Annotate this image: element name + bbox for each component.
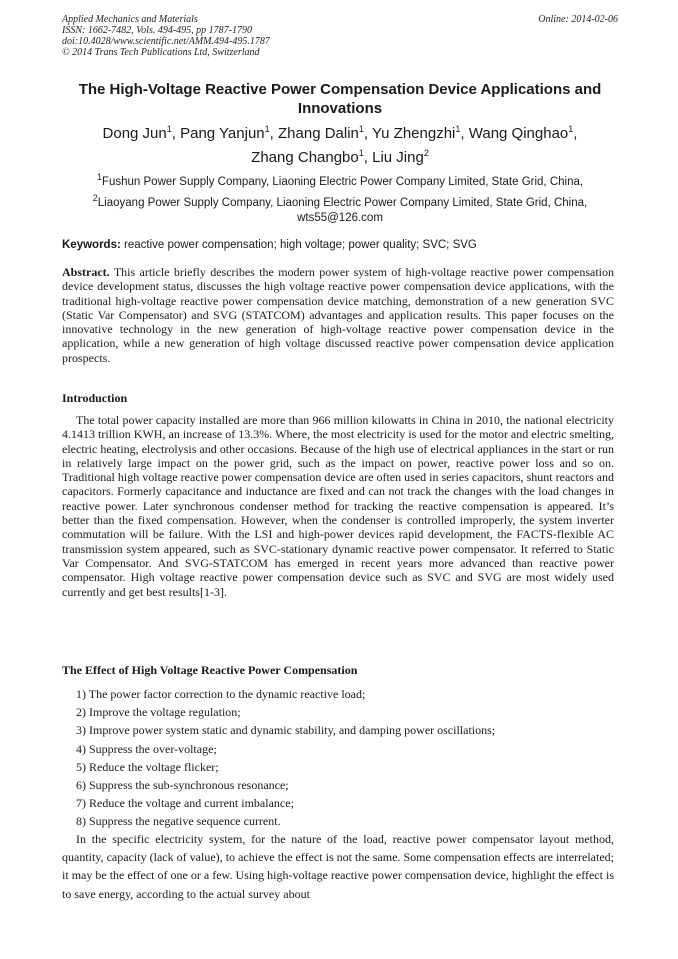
affiliation-2: $^2$Liaoyang Power Supply Company, Liaoning Electric Power Company Limited, State Grid, China, wts55@126.com xyxy=(92,193,588,224)
keywords-label: Keywords: xyxy=(62,239,121,251)
list-item: 6) Suppress the sub-synchronous resonance; xyxy=(76,777,289,792)
author-list xyxy=(62,122,618,170)
contact-email: wts55@126.com xyxy=(297,212,383,224)
abstract xyxy=(62,265,614,365)
author: Yu Zhengzhi$^1$, xyxy=(371,124,469,142)
journal-doi: doi:10.4028/www.scientific.net/AMM.494-495.1787 xyxy=(62,36,270,47)
journal-copyright: © 2014 Trans Tech Publications Ltd, Switzerland xyxy=(62,47,260,58)
list-item: 5) Reduce the voltage flicker; xyxy=(76,759,219,774)
list-item: 8) Suppress the negative sequence current. xyxy=(76,814,281,829)
paper-title: The High-Voltage Reactive Power Compensation Device Applications and Innovations xyxy=(78,81,602,117)
author: Zhang Dalin$^1$, xyxy=(278,124,372,142)
list-item: 1) The power factor correction to the dynamic reactive load; xyxy=(76,687,366,701)
author: Zhang Changbo$^1$, xyxy=(251,148,373,166)
abstract-text: This article briefly describes the modern power system of high-voltage reactive power compensation device development status, discusses the high voltage reactive power compensation device applications, with the traditional high-voltage reactive power compensation device matching, demonstration of a new generation SVC (Static Var Compensator) and SVG (STATCOM) advantages and application results. This paper focuses on the innovative technology in the new generation of high-voltage reactive power compensation device in the application, while a new generation of high voltage discussed reactive power compensation device application prospects. xyxy=(62,265,614,365)
online-date: Online: 2014-02-06 xyxy=(538,14,618,25)
list-item: 7) Reduce the voltage and current imbalance; xyxy=(76,796,294,811)
author: Pang Yanjun$^1$, xyxy=(180,124,278,142)
keywords-text: reactive power compensation; high voltage; power quality; SVC; SVG xyxy=(124,239,477,251)
author: Liu Jing$^2$ xyxy=(372,148,429,166)
author: Wang Qinghao$^1$, xyxy=(468,124,578,142)
author: Dong Jun$^1$, xyxy=(102,124,181,142)
keywords xyxy=(62,238,618,253)
effects-heading: The Effect of High Voltage Reactive Power Compensation xyxy=(62,663,358,677)
effects-list xyxy=(62,685,614,831)
journal-issn: ISSN: 1662-7482, Vols. 494-495, pp 1787-1790 xyxy=(62,25,252,36)
list-item: 2) Improve the voltage regulation; xyxy=(76,705,241,720)
list-item: 4) Suppress the over-voltage; xyxy=(76,741,217,756)
introduction-text: The total power capacity installed are more than 966 million kilowatts in China in 2010, the national electricity 4.1413 trillion KWH, an increase of 13.3%. Where, the most electricity is used for the motor and electric smelting, electric heating, electrolysis and other occasions. Because of the high use of electrical appliances in the start or run in relatively large impact on the power grid, such as the impact on power, reactive power loss and so on. Traditional high voltage reactive power compensation device are often used in series capacitors, shunt reactors and capacitors. Formerly capacitance and inductance are fixed and can not track the changes with the load changes in reactive power. Later synchronous condenser method for tracking the reactive compensation is appeared. It’s better than the fixed compensation. However, when the condenser is controlled improperly, the system inverter commutation will be failure. With the LSI and high-power devices rapid development, the FACTS-flexible AC transmission system appeared, such as SVC-stationary dynamic reactive power compensator. It referred to Static Var Compensator. And SVG-STATCOM has emerged in recent years more advanced than reactive power compensator. High voltage reactive power compensation device such as SVC and SVG are most widely used currently and get best results[1-3]. xyxy=(62,413,614,599)
list-item: 3) Improve power system static and dynamic stability, and damping power oscillations; xyxy=(76,723,496,738)
effects-paragraph: In the specific electricity system, for the nature of the load, reactive power compensator layout method, quantity, capacity (lack of value), to achieve the effect is not the same. Some compensation effects are interrelated; it may be the effect of one or a few. Using high-voltage reactive power compensation device, highlight the effect is to save energy, according to the actual survey about xyxy=(62,832,614,901)
introduction-heading: Introduction xyxy=(62,391,128,405)
affiliation-1: $^1$Fushun Power Supply Company, Liaoning Electric Power Company Limited, State Grid, China, xyxy=(96,172,584,188)
journal-header xyxy=(62,14,618,58)
journal-name: Applied Mechanics and Materials xyxy=(62,14,198,25)
abstract-label: Abstract. xyxy=(62,265,110,279)
